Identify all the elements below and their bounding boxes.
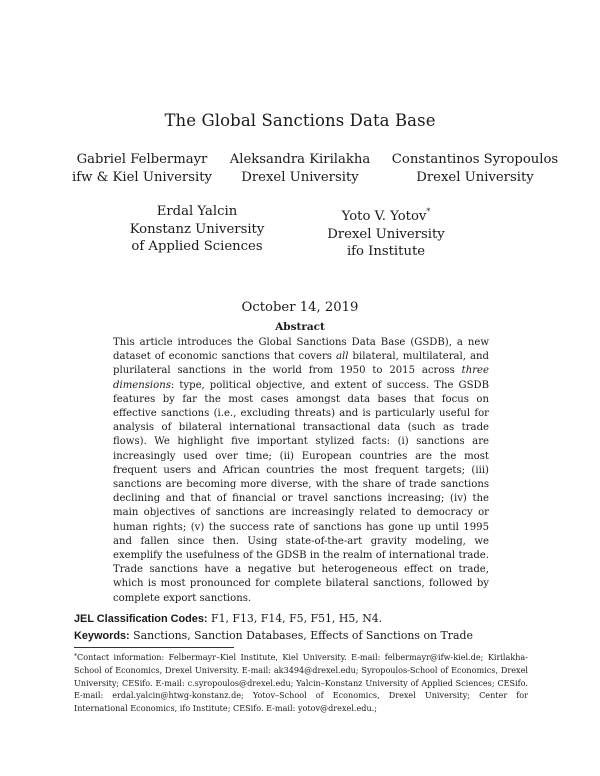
keywords-value: Sanctions, Sanction Databases, Effects of Sanctions on Trade (129, 629, 473, 642)
abstract-text-part: bilateral, multilateral, and plurilateral sanctions in the world from 1950 to 2015 across (113, 351, 489, 377)
contact-footnote (74, 651, 528, 715)
author-name: Erdal Yalcin (156, 204, 238, 219)
jel-codes (74, 612, 534, 625)
footnote-text: Contact information: Felbermayr–Kiel Institute, Kiel University. E-mail: felbermayr@ifw-kiel.de; Kirilakha-School of Economics, Drexel University. E-mail: ak3494@drexel.edu; Syropoulos-School of Economics, Drexel University; CESifo. E-mail: c.syropoulos@drexel.edu; Yalcin–Konstanz University of Applied Sciences; CESifo. E-mail: erdal.yalcin@htwg-konstanz.de; Yotov–School of Economics, Drexel University; Center for International Economics, ifo Institute; CESifo. E-mail: yotov@drexel.edu.; (74, 652, 528, 714)
keywords (74, 629, 534, 642)
keywords-label: Keywords: (74, 630, 130, 642)
author-name: Gabriel Felbermayr (76, 152, 208, 167)
abstract-emphasis: all (336, 351, 349, 363)
author-affiliation: Drexel University (241, 169, 359, 185)
author-affiliation: Drexel University (327, 226, 445, 242)
paper-date: October 14, 2019 (241, 300, 359, 315)
paper-title: The Global Sanctions Data Base (164, 111, 436, 130)
author-name: Aleksandra Kirilakha (229, 152, 371, 167)
abstract-text-part: This article introduces the Global Sanctions Data Base (GSDB), a new dataset of economic sanctions that covers (113, 337, 489, 363)
jel-label: JEL Classification Codes: (74, 613, 208, 625)
abstract-text (113, 336, 489, 606)
author-affiliation: ifo Institute (346, 244, 426, 259)
author-block-yalcin (117, 203, 277, 256)
author-affiliation: Drexel University (416, 169, 534, 185)
footnote-marker: * (426, 207, 431, 216)
abstract-text-part: : type, political objective, and extent of success. The GSDB features by far the most cases amongst data bases that focus on effective sanctions (i.e., excluding threats) and is particularly useful for analysis of bilateral international transactional data (such as trade flows). We highlight five important stylized facts: (i) sanctions are increasingly used over time; (ii) European countries are the most frequent users and African countries the most frequent targets; (iii) sanctions are becoming more diverse, with the share of trade sanctions declining and that of financial or travel sanctions increasing; (iv) the main objectives of sanctions are increasingly related to democracy or human rights; (v) the success rate of sanctions has gone up until 1995 and fallen since then. Using state-of-the-art gravity modeling, we exemplify the usefulness of the GDSB in the realm of international trade. Trade sanctions have a negative but heterogeneous effect on trade, which is most pronounced for complete bilateral sanctions, followed by complete export sanctions. (113, 379, 489, 604)
author-affiliation: ifw & Kiel University (72, 169, 212, 185)
jel-value: F1, F13, F14, F5, F51, H5, N4. (207, 612, 383, 625)
author-affiliation: Konstanz University (129, 221, 265, 237)
abstract-heading: Abstract (275, 321, 325, 333)
author-block-syropoulos (381, 151, 569, 186)
footnote-rule (74, 647, 234, 648)
author-block-yotov (306, 203, 466, 261)
author-name-text: Yoto V. Yotov (341, 209, 427, 224)
abstract-emphasis: three dimensions (113, 365, 489, 391)
author-affiliation: of Applied Sciences (131, 239, 263, 254)
author-block-felbermayr (62, 151, 222, 186)
footnote-marker: * (74, 653, 77, 660)
author-name: Constantinos Syropoulos (391, 152, 559, 167)
author-block-kirilakha (220, 151, 380, 186)
author-name (306, 203, 466, 226)
